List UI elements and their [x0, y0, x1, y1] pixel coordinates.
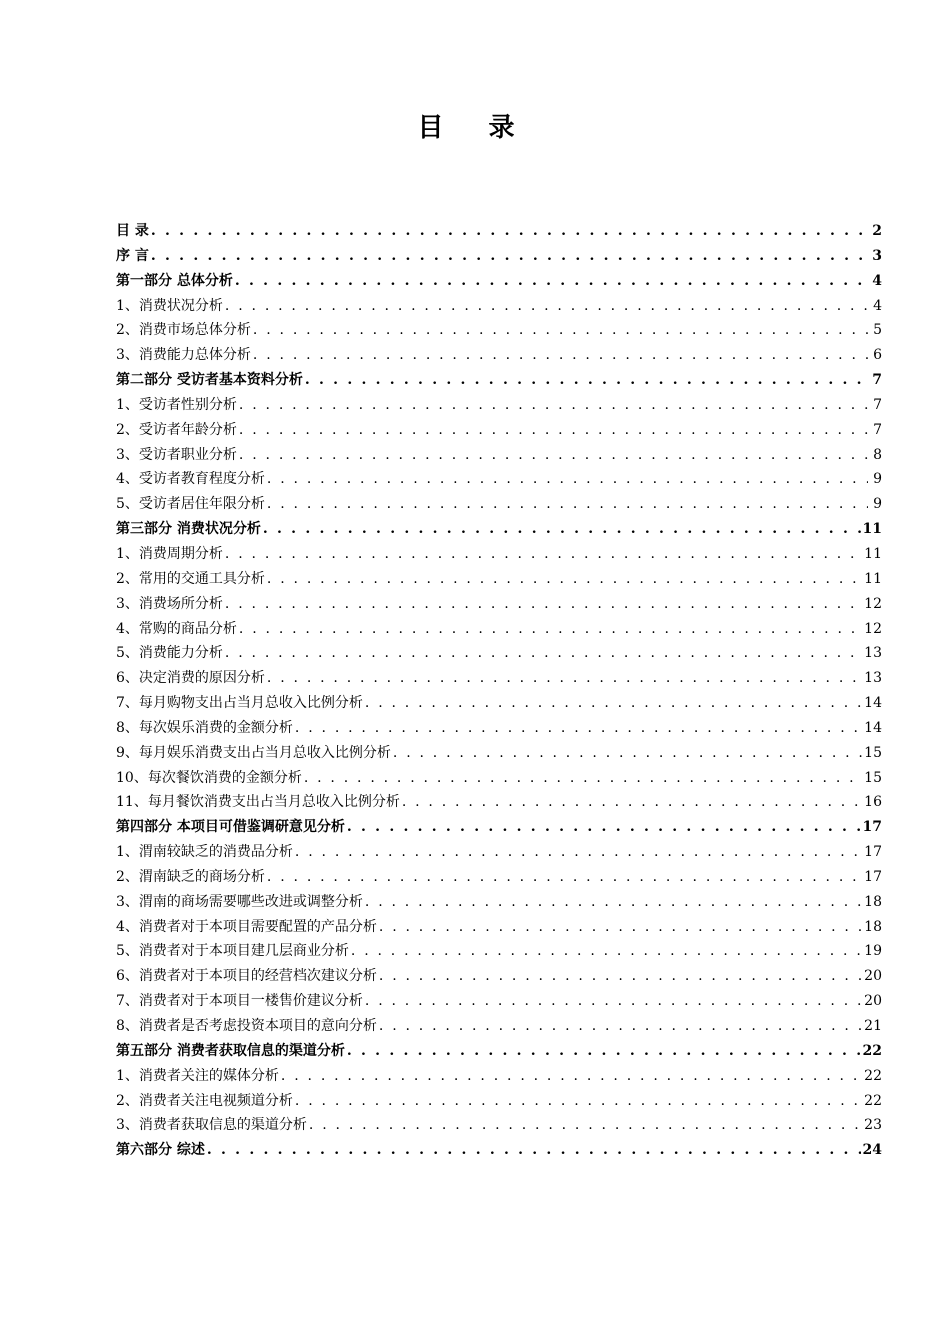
dot-leader [281, 1064, 862, 1089]
dot-leader [253, 318, 868, 343]
toc-page-number: 13 [864, 670, 882, 687]
toc-page-number: 4 [873, 297, 882, 314]
toc-heading-entry[interactable] [116, 219, 882, 244]
toc-entry-title: 9、每月娱乐消费支出占当月总收入比例分析 [116, 744, 391, 761]
dot-leader [347, 1039, 861, 1064]
toc-entry-title: 8、每次娱乐消费的金额分析 [116, 719, 293, 736]
toc-page-number: 8 [873, 446, 882, 463]
toc-entry-title: 4、消费者对于本项目需要配置的产品分析 [116, 918, 377, 935]
toc-entry[interactable] [116, 1089, 882, 1114]
toc-page-number: 22 [864, 1092, 882, 1109]
toc-entry[interactable] [116, 716, 882, 741]
dot-leader [225, 542, 862, 567]
toc-page-number: 20 [864, 968, 882, 985]
toc-entry[interactable] [116, 989, 882, 1014]
toc-entry-title: 1、受访者性别分析 [116, 396, 237, 413]
toc-entry[interactable] [116, 865, 882, 890]
toc-entry[interactable] [116, 766, 882, 791]
toc-entry-title: 1、消费周期分析 [116, 545, 223, 562]
page-title: 目 录 [417, 113, 533, 143]
toc-heading-entry[interactable] [116, 815, 882, 840]
toc-entry[interactable] [116, 790, 882, 815]
toc-entry[interactable] [116, 1014, 882, 1039]
toc-page-number: 17 [864, 844, 882, 861]
dot-leader [267, 567, 862, 592]
toc-entry-title: 4、受访者教育程度分析 [116, 471, 265, 488]
toc-entry-title: 3、渭南的商场需要哪些改进或调整分析 [116, 893, 363, 910]
toc-entry[interactable] [116, 492, 882, 517]
toc-entry-title: 3、消费者获取信息的渠道分析 [116, 1117, 307, 1134]
dot-leader [365, 691, 862, 716]
toc-page-number: 3 [872, 247, 882, 264]
toc-entry-title: 5、消费能力分析 [116, 645, 223, 662]
toc-entry[interactable] [116, 890, 882, 915]
toc-entry-title: 7、消费者对于本项目一楼售价建议分析 [116, 993, 363, 1010]
dot-leader [379, 915, 862, 940]
toc-page-number: 15 [864, 744, 882, 761]
toc-entry[interactable] [116, 641, 882, 666]
toc-page-number: 22 [864, 1067, 882, 1084]
dot-leader [239, 443, 868, 468]
toc-entry-title: 1、渭南较缺乏的消费品分析 [116, 844, 293, 861]
toc-heading-entry[interactable] [116, 1138, 882, 1163]
dot-leader [379, 1014, 862, 1039]
dot-leader [207, 1138, 861, 1163]
toc-entry-title: 第五部分 消费者获取信息的渠道分析 [116, 1042, 345, 1059]
dot-leader [267, 492, 868, 517]
toc-entry-title: 第二部分 受访者基本资料分析 [116, 372, 303, 389]
toc-page-number: 7 [872, 372, 882, 389]
toc-entry[interactable] [116, 964, 882, 989]
toc-entry[interactable] [116, 318, 882, 343]
toc-entry-title: 2、渭南缺乏的商场分析 [116, 868, 265, 885]
dot-leader [267, 467, 868, 492]
toc-entry-title: 第一部分 总体分析 [116, 272, 233, 289]
toc-page-number: 21 [864, 1018, 882, 1034]
dot-leader [393, 741, 862, 766]
toc-entry-title: 10、每次餐饮消费的金额分析 [116, 769, 302, 786]
toc-page-number: 5 [873, 322, 882, 339]
toc-entry-title: 目 录 [116, 223, 149, 239]
toc-entry[interactable] [116, 1113, 882, 1138]
toc-page-number: 13 [864, 645, 882, 662]
toc-page-number: 9 [873, 496, 882, 513]
toc-page-number: 22 [862, 1042, 882, 1059]
toc-entry[interactable] [116, 542, 882, 567]
dot-leader [239, 418, 868, 443]
toc-page-number: 11 [864, 570, 882, 587]
toc-page-number: 17 [862, 819, 882, 836]
dot-leader [253, 343, 868, 368]
toc-entry-title: 1、消费状况分析 [116, 297, 223, 314]
toc-entry[interactable] [116, 443, 882, 468]
dot-leader [305, 368, 868, 393]
dot-leader [225, 592, 862, 617]
toc-page-number: 4 [872, 272, 882, 289]
dot-leader [225, 294, 868, 319]
dot-leader [295, 1089, 862, 1114]
toc-entry[interactable] [116, 294, 882, 319]
dot-leader [235, 269, 868, 294]
toc-page-number: 2 [872, 223, 882, 239]
toc-entry-title: 6、消费者对于本项目的经营档次建议分析 [116, 968, 377, 985]
toc-entry-title: 第四部分 本项目可借鉴调研意见分析 [116, 819, 345, 836]
toc-entry[interactable] [116, 567, 882, 592]
toc-page-number: 9 [873, 471, 882, 488]
dot-leader [365, 989, 862, 1014]
dot-leader [239, 617, 862, 642]
dot-leader [379, 964, 862, 989]
toc-page-number: 20 [864, 993, 882, 1010]
dot-leader [151, 219, 868, 244]
toc-entry-title: 5、消费者对于本项目建几层商业分析 [116, 943, 349, 960]
toc-page-number: 11 [862, 521, 882, 538]
dot-leader [151, 244, 868, 269]
toc-page-number: 23 [864, 1117, 882, 1134]
toc-page-number: 12 [864, 595, 882, 612]
toc-heading-entry[interactable] [116, 244, 882, 269]
dot-leader [295, 840, 862, 865]
toc-entry-title: 2、消费者关注电视频道分析 [116, 1092, 293, 1109]
toc-page-number: 24 [862, 1142, 882, 1159]
dot-leader [263, 517, 861, 542]
toc-entry[interactable] [116, 939, 882, 964]
toc-entry[interactable] [116, 393, 882, 418]
toc-entry-title: 第六部分 综述 [116, 1142, 205, 1159]
dot-leader [365, 890, 862, 915]
toc-page-number: 6 [873, 347, 882, 364]
dot-leader [309, 1113, 862, 1138]
toc-entry[interactable] [116, 691, 882, 716]
dot-leader [295, 716, 862, 741]
toc-entry-title: 7、每月购物支出占当月总收入比例分析 [116, 695, 363, 712]
toc-entry[interactable] [116, 741, 882, 766]
toc-entry[interactable] [116, 418, 882, 443]
toc-entry-title: 2、常用的交通工具分析 [116, 570, 265, 587]
table-of-contents [116, 219, 882, 1163]
toc-entry[interactable] [116, 592, 882, 617]
toc-heading-entry[interactable] [116, 1039, 882, 1064]
toc-heading-entry[interactable] [116, 368, 882, 393]
toc-heading-entry[interactable] [116, 269, 882, 294]
dot-leader [347, 815, 861, 840]
toc-page-number: 14 [864, 719, 882, 736]
toc-entry-title: 2、受访者年龄分析 [116, 421, 237, 438]
toc-page-number: 12 [864, 620, 882, 637]
toc-entry-title: 6、决定消费的原因分析 [116, 670, 265, 687]
toc-page-number: 15 [864, 769, 882, 786]
toc-entry[interactable] [116, 915, 882, 940]
toc-entry-title: 5、受访者居住年限分析 [116, 496, 265, 513]
toc-entry-title: 3、消费场所分析 [116, 595, 223, 612]
toc-entry[interactable] [116, 617, 882, 642]
toc-entry-title: 3、受访者职业分析 [116, 446, 237, 463]
toc-entry-title: 11、每月餐饮消费支出占当月总收入比例分析 [116, 794, 400, 811]
toc-page-number: 17 [864, 868, 882, 885]
toc-page-number: 7 [873, 396, 882, 413]
toc-page-number: 19 [864, 943, 882, 960]
toc-heading-entry[interactable] [116, 517, 882, 542]
toc-entry-title: 序 言 [116, 247, 149, 264]
toc-entry-title: 第三部分 消费状况分析 [116, 521, 261, 538]
dot-leader [351, 939, 862, 964]
toc-page-number: 14 [864, 695, 882, 712]
toc-entry-title: 1、消费者关注的媒体分析 [116, 1067, 279, 1084]
toc-entry-title: 3、消费能力总体分析 [116, 347, 251, 364]
dot-leader [239, 393, 868, 418]
toc-page-number: 16 [864, 794, 882, 811]
toc-entry-title: 4、常购的商品分析 [116, 620, 237, 637]
toc-page-number: 11 [864, 545, 882, 562]
dot-leader [267, 865, 862, 890]
toc-entry-title: 8、消费者是否考虑投资本项目的意向分析 [116, 1018, 377, 1034]
toc-entry[interactable] [116, 343, 882, 368]
toc-page-number: 7 [873, 421, 882, 438]
toc-entry[interactable] [116, 1064, 882, 1089]
toc-entry[interactable] [116, 840, 882, 865]
toc-entry[interactable] [116, 666, 882, 691]
toc-entry-title: 2、消费市场总体分析 [116, 322, 251, 339]
toc-page-number: 18 [864, 893, 882, 910]
dot-leader [267, 666, 862, 691]
dot-leader [304, 766, 862, 791]
dot-leader [402, 790, 862, 815]
toc-entry[interactable] [116, 467, 882, 492]
dot-leader [225, 641, 862, 666]
toc-page-number: 18 [864, 918, 882, 935]
